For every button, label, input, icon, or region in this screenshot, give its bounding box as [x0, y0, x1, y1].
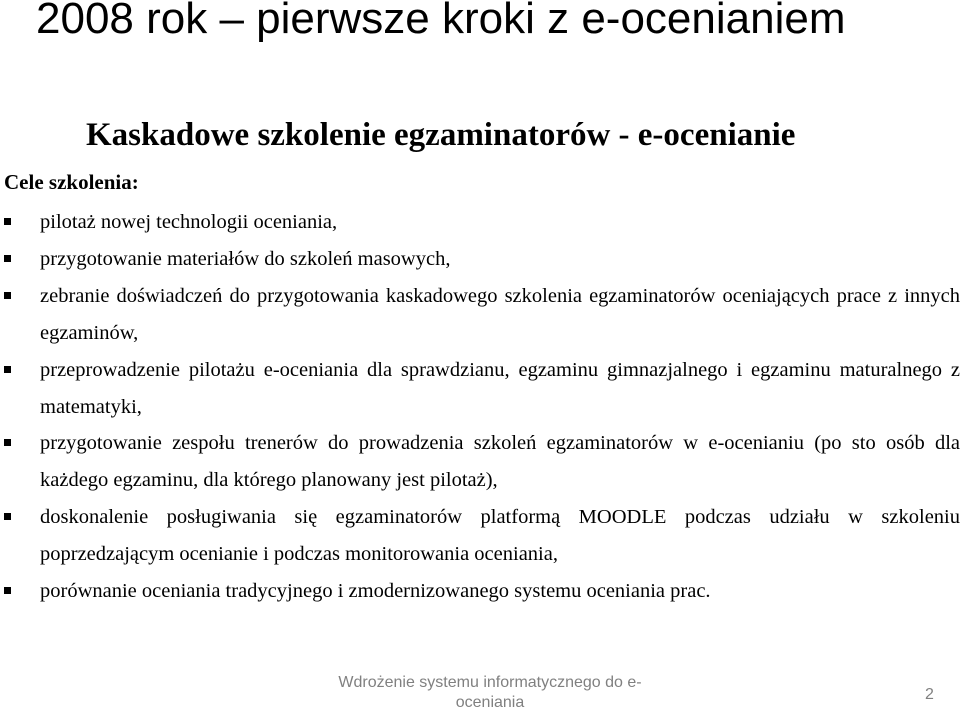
goals-label: Cele szkolenia:: [4, 170, 139, 194]
list-item: [0, 204, 960, 241]
square-bullet-icon: [4, 292, 11, 299]
document-heading: Kaskadowe szkolenie egzaminatorów - e-ocenianie: [86, 117, 796, 153]
list-item: [0, 352, 960, 426]
goal-text: zebranie doświadczeń do przygotowania kaskadowego szkolenia egzaminatorów oceniających prace z innych egzaminów,: [40, 284, 960, 344]
goal-text: doskonalenie posługiwania się egzaminatorów platformą MOODLE podczas udziału w szkoleniu poprzedzającym ocenianie i podczas monitorowania oceniania,: [40, 506, 960, 566]
goal-text: przeprowadzenie pilotażu e-oceniania dla sprawdzianu, egzaminu gimnazjalnego i egzaminu maturalnego z matematyki,: [40, 358, 960, 418]
square-bullet-icon: [4, 439, 11, 446]
footer-text: Wdrożenie systemu informatycznego do e-oceniania: [338, 674, 642, 711]
goal-text: przygotowanie zespołu trenerów do prowadzenia szkoleń egzaminatorów w e-ocenianiu (po sto osób dla każdego egzaminu, dla którego planowany jest pilotaż),: [40, 432, 960, 492]
goal-text: przygotowanie materiałów do szkoleń masowych,: [40, 247, 451, 270]
goal-text: pilotaż nowej technologii oceniania,: [40, 211, 338, 233]
square-bullet-icon: [4, 366, 11, 373]
square-bullet-icon: [4, 513, 11, 520]
goals-list: [0, 204, 960, 610]
list-item: [0, 278, 960, 352]
list-item: [0, 241, 960, 278]
page-number: 2: [925, 686, 934, 703]
square-bullet-icon: [4, 587, 11, 594]
goal-text: porównanie oceniania tradycyjnego i zmodernizowanego systemu oceniania prac.: [40, 580, 711, 603]
slide-title: 2008 rok – pierwsze kroki z e-ocenianiem: [36, 0, 846, 43]
square-bullet-icon: [4, 218, 11, 225]
list-item: [0, 425, 960, 499]
square-bullet-icon: [4, 255, 11, 262]
list-item: [0, 499, 960, 573]
list-item: [0, 573, 960, 610]
